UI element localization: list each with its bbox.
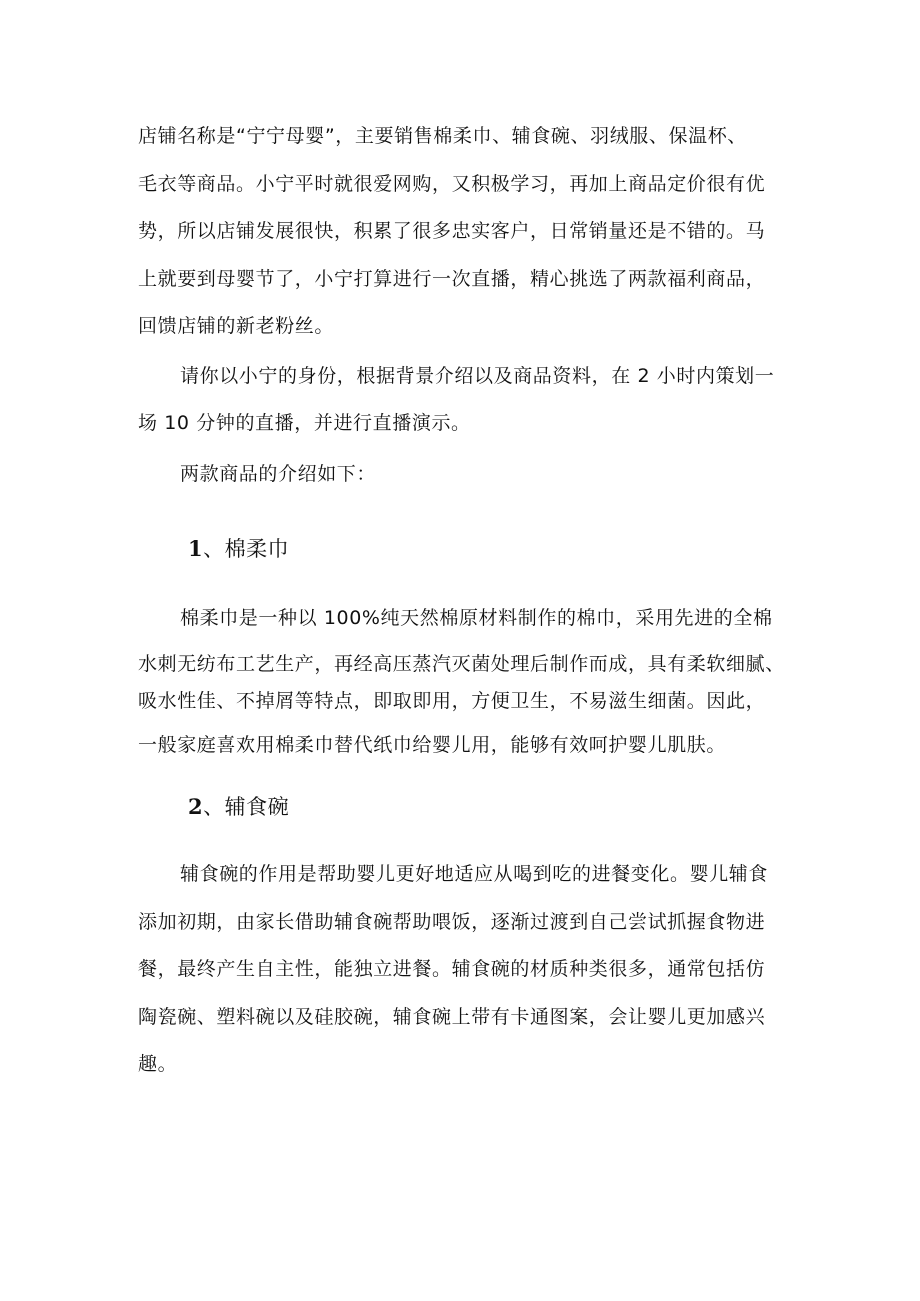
section1-heading <box>188 536 289 562</box>
section2-line-3: 餐，最终产生自主性，能独立进餐。辅食碗的材质种类很多，通常包括仿 <box>138 958 766 980</box>
intro-line-4: 上就要到母婴节了，小宁打算进行一次直播，精心挑选了两款福利商品， <box>138 268 766 290</box>
section1-line-4: 一般家庭喜欢用棉柔巾替代纸巾给婴儿用，能够有效呵护婴儿肌肤。 <box>138 734 727 756</box>
intro-line-1: 店铺名称是“宁宁母婴”，主要销售棉柔巾、辅食碗、羽绒服、保温杯、 <box>138 125 747 147</box>
section2-number: 2 <box>188 794 204 819</box>
section1-separator: 、 <box>203 537 225 561</box>
section1-line-2: 水刺无纺布工艺生产，再经高压蒸汽灭菌处理后制作而成，具有柔软细腻、 <box>138 653 785 675</box>
section2-line-2: 添加初期，由家长借助辅食碗帮助喂饭，逐渐过渡到自己尝试抓握食物进 <box>138 911 766 933</box>
section2-title: 辅食碗 <box>224 795 290 819</box>
section2-separator: 、 <box>203 795 225 819</box>
section2-line-5: 趣。 <box>138 1053 178 1075</box>
intro-line-5: 回馈店铺的新老粉丝。 <box>138 315 335 337</box>
task-line-1: 请你以小宁的身份，根据背景介绍以及商品资料，在 2 小时内策划一 <box>180 365 775 387</box>
intro-line-3: 势，所以店铺发展很快，积累了很多忠实客户，日常销量还是不错的。马 <box>138 220 766 242</box>
products-intro: 两款商品的介绍如下： <box>180 463 377 485</box>
section1-number: 1 <box>188 536 204 561</box>
section2-line-4: 陶瓷碗、塑料碗以及硅胶碗，辅食碗上带有卡通图案，会让婴儿更加感兴 <box>138 1006 766 1028</box>
section2-heading <box>188 794 289 820</box>
task-line-2: 场 10 分钟的直播，并进行直播演示。 <box>138 412 471 434</box>
section1-title: 棉柔巾 <box>224 537 290 561</box>
section1-line-3: 吸水性佳、不掉屑等特点，即取即用，方便卫生，不易滋生细菌。因此， <box>138 690 766 712</box>
section2-line-1: 辅食碗的作用是帮助婴儿更好地适应从喝到吃的进餐变化。婴儿辅食 <box>180 863 769 885</box>
section1-line-1: 棉柔巾是一种以 100%纯天然棉原材料制作的棉巾，采用先进的全棉 <box>180 607 773 629</box>
intro-line-2: 毛衣等商品。小宁平时就很爱网购，又积极学习，再加上商品定价很有优 <box>138 173 766 195</box>
